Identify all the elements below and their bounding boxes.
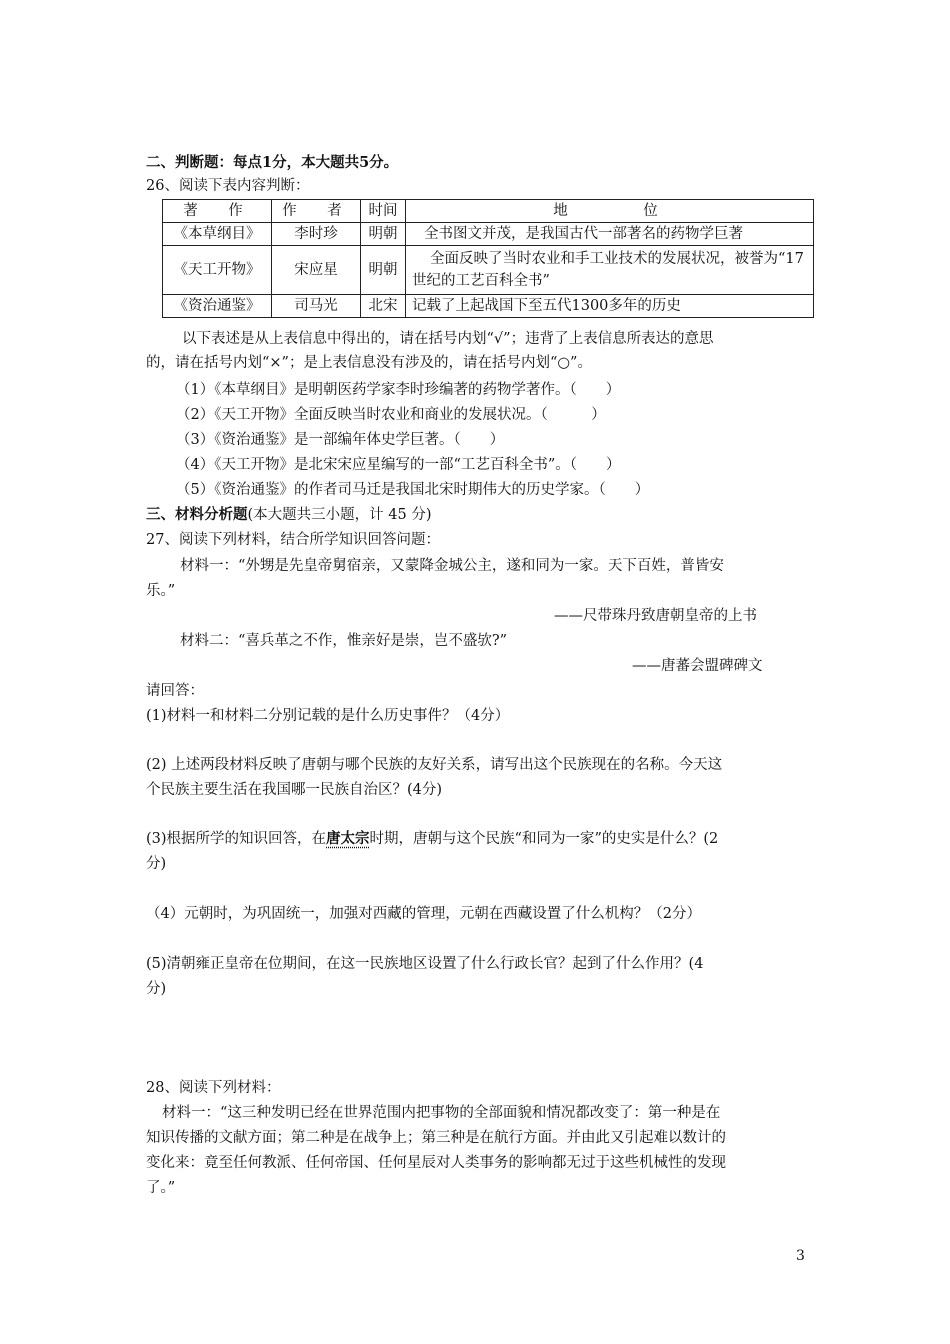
cell-status: 全面反映了当时农业和手工业技术的发展状况，被誉为“17世纪的工艺百科全书”: [406, 246, 814, 295]
header-time: 时间: [361, 200, 406, 223]
q27-material-1-line-2: 乐。”: [146, 583, 176, 599]
judge-item-1: （1）《本草纲目》是明朝医药学家李时珍编著的药物学著作。（ ）: [176, 382, 621, 398]
q27-question-2-line-2: 个民族主要生活在我国哪一民族自治区？(4分): [146, 782, 443, 798]
section-3-title-note: (本大题共三小题，计 45 分): [247, 507, 432, 523]
header-author: 作 者: [272, 200, 361, 223]
table-row: [163, 295, 814, 318]
judge-item-3: （3）《资治通鉴》是一部编年体史学巨著。（ ）: [176, 432, 505, 448]
judge-item-2: （2）《天工开物》全面反映当时农业和商业的发展状况。（ ）: [176, 407, 606, 423]
cell-author: 李时珍: [272, 223, 361, 246]
q28-intro: 28、阅读下列材料：: [146, 1080, 281, 1096]
cell-work: 《本草纲目》: [163, 223, 272, 246]
judge-item-4: （4）《天工开物》是北宋宋应星编写的一部“工艺百科全书”。（ ）: [176, 457, 621, 473]
section-3-title: [146, 504, 431, 526]
q28-material-1-line-2: 知识传播的文献方面；第二种是在战争上；第三种是在航行方面。并由此又引起难以数计的: [146, 1130, 726, 1146]
cell-work: 《天工开物》: [163, 246, 272, 295]
instruction-line-2: 的，请在括号内划“×”；是上表信息没有涉及的，请在括号内划“○”。: [146, 355, 592, 371]
table-header-row: [163, 200, 814, 223]
q27-question-5-line-1: (5)清朝雍正皇帝在位期间，在这一民族地区设置了什么行政长官？起到了什么作用？(4: [146, 956, 704, 972]
q27-intro: 27、阅读下列材料，结合所学知识回答问题：: [146, 532, 440, 548]
judge-item-5: （5）《资治通鉴》的作者司马迁是我国北宋时期伟大的历史学家。（ ）: [176, 482, 650, 498]
cell-time: 明朝: [361, 223, 406, 246]
cell-author: 宋应星: [272, 246, 361, 295]
q26-intro: 26、阅读下表内容判断：: [146, 178, 310, 194]
cell-status: 全书图文并茂，是我国古代一部著名的药物学巨著: [406, 223, 814, 246]
section-3-title-main: 三、材料分析题: [146, 506, 248, 523]
header-work: 著 作: [163, 200, 272, 223]
table-row: [163, 246, 814, 295]
q27-question-4: （4）元朝时，为巩固统一，加强对西藏的管理，元朝在西藏设置了什么机构？（2分）: [146, 906, 701, 922]
section-2-title: 二、判断题：每点1分，本大题共5分。: [146, 154, 399, 171]
q28-material-1-line-4: 了。”: [146, 1180, 176, 1196]
q27-question-1: (1)材料一和材料二分别记载的是什么历史事件？（4分）: [146, 708, 510, 724]
works-table: [162, 199, 814, 318]
instruction-line-1: 以下表述是从上表信息中得出的，请在括号内划“√”；违背了上表信息所表达的意思: [182, 331, 714, 347]
q27-material-2: 材料二：“喜兵革之不作，惟亲好是崇，岂不盛欤?”: [180, 633, 508, 649]
q28-material-1-line-1: 材料一：“这三种发明已经在世界范围内把事物的全部面貌和情况都改变了：第一种是在: [162, 1105, 721, 1121]
q27-question-3-line-2: 分): [146, 856, 167, 872]
cell-time: 明朝: [361, 246, 406, 295]
header-status: 地 位: [406, 200, 814, 223]
q3-emphasis: 唐太宗: [326, 830, 370, 847]
cell-time: 北宋: [361, 295, 406, 318]
cell-author: 司马光: [272, 295, 361, 318]
page-number: 3: [796, 1248, 805, 1264]
cell-status: 记载了上起战国下至五代1300多年的历史: [406, 295, 814, 318]
please-answer: 请回答：: [146, 683, 204, 699]
q27-material-1-line-1: 材料一：“外甥是先皇帝舅宿亲，又蒙降金城公主，遂和同为一家。天下百姓，普皆安: [180, 558, 724, 574]
q27-question-3-line-1: [146, 828, 718, 850]
q28-material-1-line-3: 变化来：竟至任何教派、任何帝国、任何星辰对人类事务的影响都无过于这些机械性的发现: [146, 1155, 726, 1171]
table-row: [163, 223, 814, 246]
q27-question-5-line-2: 分): [146, 981, 167, 997]
q3-suffix: 时期，唐朝与这个民族“和同为一家”的史实是什么？(2: [369, 831, 719, 847]
q3-prefix: (3)根据所学的知识回答，在: [146, 831, 327, 847]
cell-work: 《资治通鉴》: [163, 295, 272, 318]
q27-question-2-line-1: (2) 上述两段材料反映了唐朝与哪个民族的友好关系，请写出这个民族现在的名称。今天这: [146, 757, 723, 773]
q27-material-1-source: ——尺带珠丹致唐朝皇帝的上书: [554, 608, 757, 624]
q27-material-2-source: ——唐蕃会盟碑碑文: [632, 658, 763, 674]
